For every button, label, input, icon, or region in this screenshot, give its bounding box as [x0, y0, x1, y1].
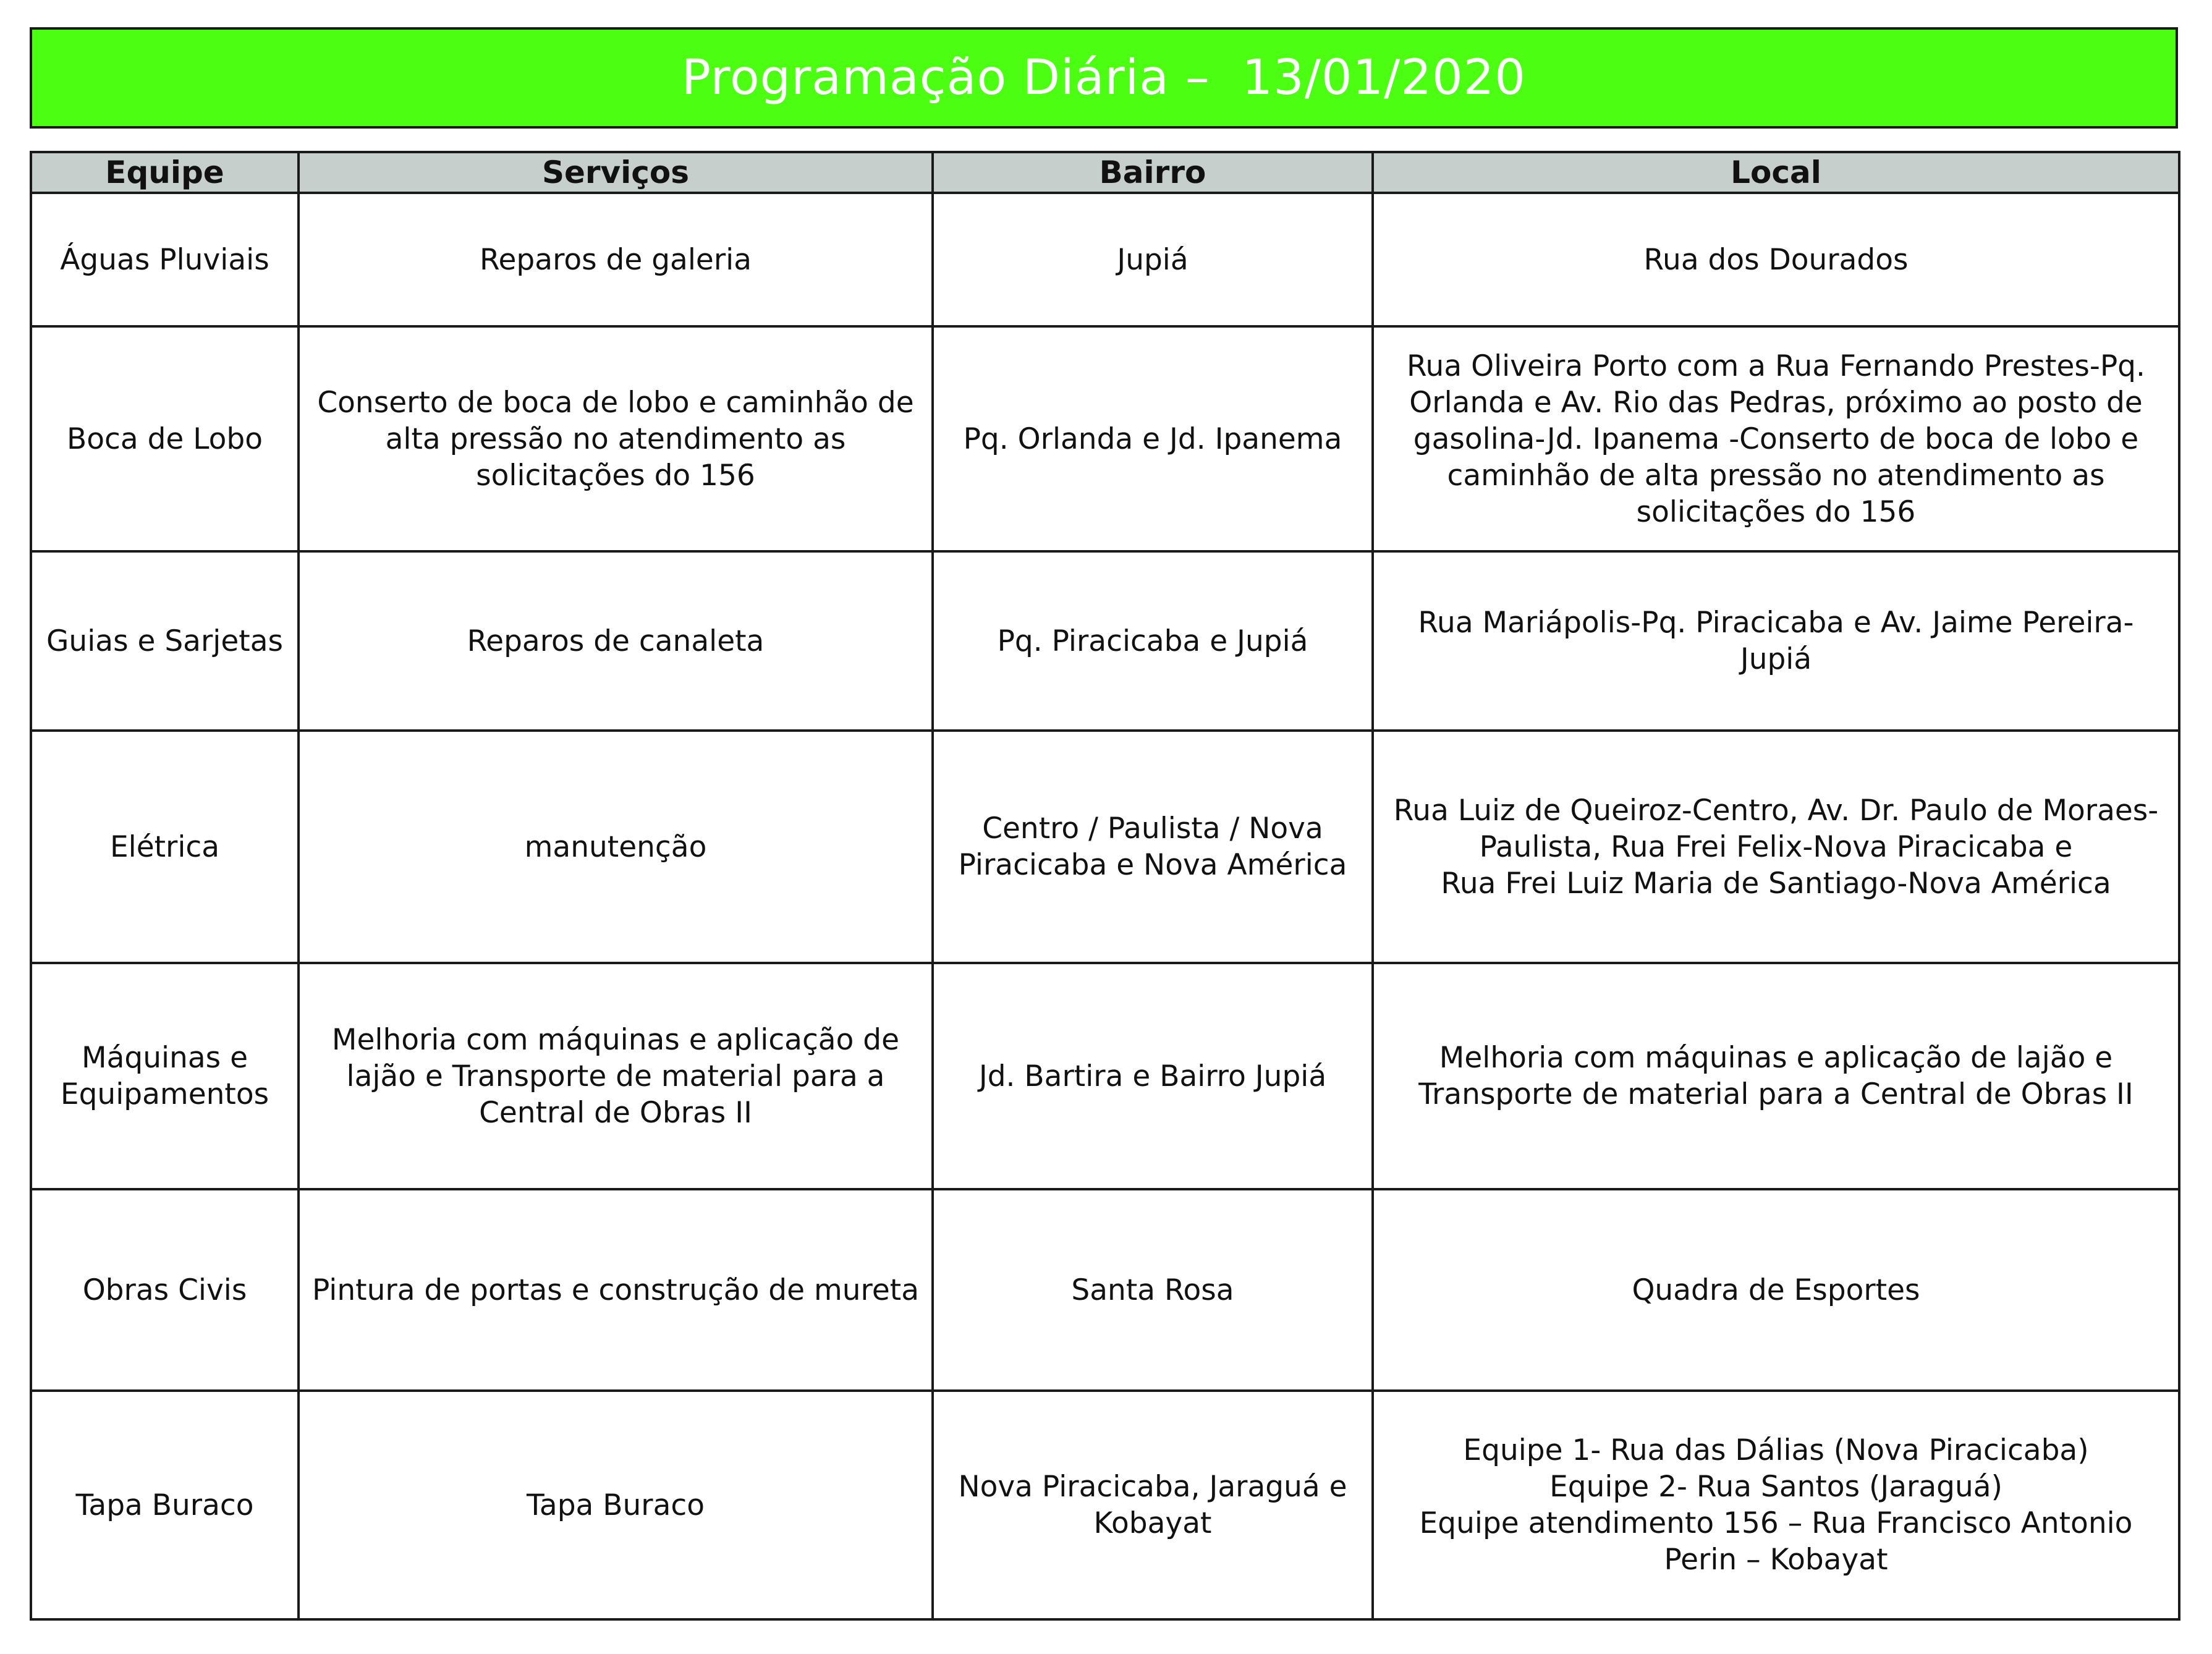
equipe-cell: Boca de Lobo	[31, 326, 299, 551]
table-header	[31, 152, 2179, 193]
table-row	[31, 326, 2179, 551]
title-banner	[30, 27, 2178, 129]
table-row	[31, 551, 2179, 731]
table-row	[31, 1391, 2179, 1619]
table-row	[31, 963, 2179, 1189]
equipe-cell: Tapa Buraco	[31, 1391, 299, 1619]
local-cell: Rua Mariápolis-Pq. Piracicaba e Av. Jaime Pereira-Jupiá	[1373, 551, 2179, 731]
equipe-cell: Águas Pluviais	[31, 193, 299, 326]
table-row	[31, 731, 2179, 963]
servicos-cell: Melhoria com máquinas e aplicação de lajão e Transporte de material para a Central de Obras II	[299, 963, 933, 1189]
table-row	[31, 193, 2179, 326]
local-cell: Rua Luiz de Queiroz-Centro, Av. Dr. Paulo de Moraes-Paulista, Rua Frei Felix-Nova Piracicaba e Rua Frei Luiz Maria de Santiago-Nova América	[1373, 731, 2179, 963]
servicos-cell: Reparos de galeria	[299, 193, 933, 326]
equipe-cell: Elétrica	[31, 731, 299, 963]
column-header-equipe: Equipe	[31, 152, 299, 193]
local-cell: Melhoria com máquinas e aplicação de lajão e Transporte de material para a Central de Obras II	[1373, 963, 2179, 1189]
bairro-cell: Jupiá	[933, 193, 1373, 326]
servicos-cell: Tapa Buraco	[299, 1391, 933, 1619]
column-header-servicos: Serviços	[299, 152, 933, 193]
local-cell: Equipe 1- Rua das Dálias (Nova Piracicaba) Equipe 2- Rua Santos (Jaraguá) Equipe atendimento 156 – Rua Francisco Antonio Perin – Kobayat	[1373, 1391, 2179, 1619]
equipe-cell: Guias e Sarjetas	[31, 551, 299, 731]
table-row	[31, 1189, 2179, 1391]
servicos-cell: Reparos de canaleta	[299, 551, 933, 731]
bairro-cell: Pq. Orlanda e Jd. Ipanema	[933, 326, 1373, 551]
servicos-cell: manutenção	[299, 731, 933, 963]
equipe-cell: Máquinas e Equipamentos	[31, 963, 299, 1189]
bairro-cell: Centro / Paulista / Nova Piracicaba e Nova América	[933, 731, 1373, 963]
equipe-cell: Obras Civis	[31, 1189, 299, 1391]
bairro-cell: Nova Piracicaba, Jaraguá e Kobayat	[933, 1391, 1373, 1619]
servicos-cell: Pintura de portas e construção de mureta	[299, 1189, 933, 1391]
schedule-table	[30, 151, 2180, 1621]
local-cell: Quadra de Esportes	[1373, 1189, 2179, 1391]
column-header-bairro: Bairro	[933, 152, 1373, 193]
table-body	[31, 193, 2179, 1619]
header-row	[31, 152, 2179, 193]
bairro-cell: Pq. Piracicaba e Jupiá	[933, 551, 1373, 731]
local-cell: Rua dos Dourados	[1373, 193, 2179, 326]
page-title: Programação Diária – 13/01/2020	[681, 50, 1527, 106]
local-cell: Rua Oliveira Porto com a Rua Fernando Prestes-Pq. Orlanda e Av. Rio das Pedras, próximo ao posto de gasolina-Jd. Ipanema -Conserto de boca de lobo e caminhão de alta pressão no atendimento as solicitações do 156	[1373, 326, 2179, 551]
column-header-local: Local	[1373, 152, 2179, 193]
bairro-cell: Santa Rosa	[933, 1189, 1373, 1391]
bairro-cell: Jd. Bartira e Bairro Jupiá	[933, 963, 1373, 1189]
servicos-cell: Conserto de boca de lobo e caminhão de alta pressão no atendimento as solicitações do 156	[299, 326, 933, 551]
